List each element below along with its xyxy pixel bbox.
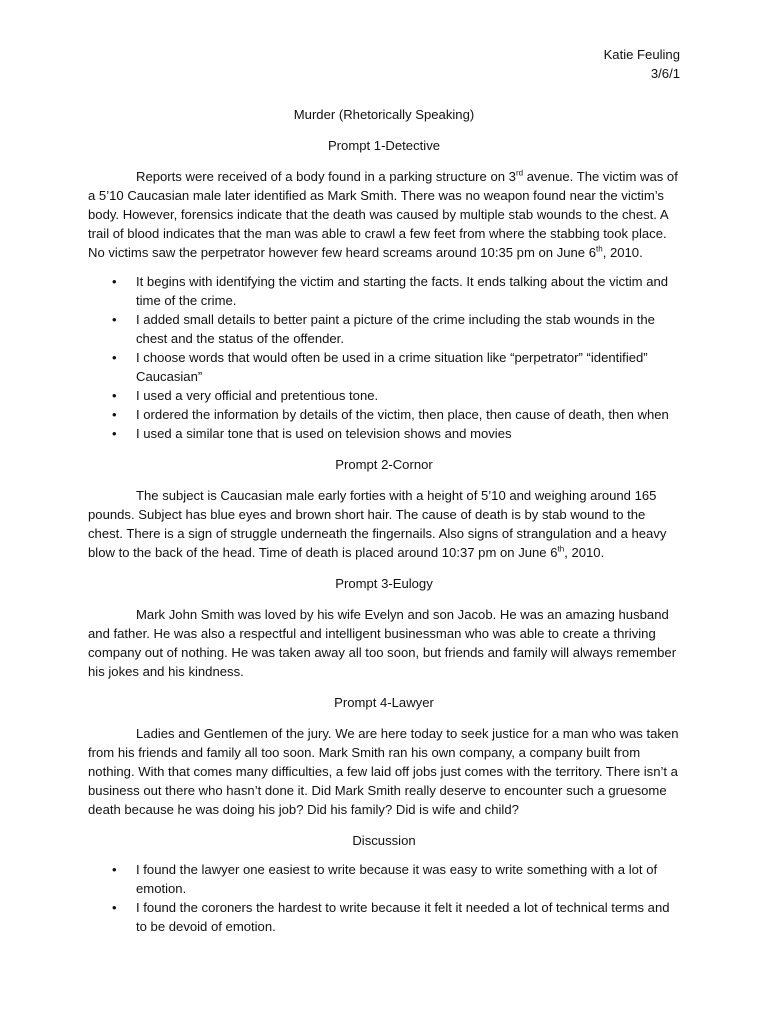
bullet-icon: •	[112, 862, 117, 877]
list-item	[88, 424, 680, 443]
list-item	[88, 272, 680, 310]
discussion-bullet-list	[88, 860, 680, 936]
list-item	[88, 898, 680, 936]
paragraph-eulogy: Mark John Smith was loved by his wife Evelyn and son Jacob. He was an amazing husband and father. He was also a respectful and intelligent businessman who was able to create a thriving company out of nothing. He was taken away all too soon, but friends and family will always remember his jokes and his kindness.	[88, 607, 677, 679]
author-block	[88, 45, 680, 83]
document-page	[88, 45, 680, 936]
list-item-text: I added small details to better paint a picture of the crime including the stab wounds in the chest and the status of the offender.	[136, 312, 655, 346]
bullet-icon: •	[112, 426, 117, 441]
list-item-text: I used a similar tone that is used on television shows and movies	[136, 426, 512, 441]
text-run: Reports were received of a body found in a parking structure on 3	[136, 169, 516, 184]
superscript-ordinal: th	[557, 544, 565, 554]
bullet-icon: •	[112, 274, 117, 289]
paragraph-lawyer: Ladies and Gentlemen of the jury. We are here today to seek justice for a man who was taken from his friends and family all too soon. Mark Smith ran his own company, a company built from nothing. With that comes many difficulties, a few laid off jobs just comes with the territory. There isn’t a business out there who hasn’t done it. Did Mark Smith really deserve to encounter such a gruesome death because he was doing his job? Did his family? Did is wife and child?	[88, 726, 679, 817]
heading-eulogy: Prompt 3-Eulogy	[335, 576, 433, 591]
author-name: Katie Feuling	[603, 47, 680, 62]
list-item	[88, 860, 680, 898]
list-item-text: I choose words that would often be used in a crime situation like “perpetrator” “identified” Caucasian”	[136, 350, 648, 384]
list-item	[88, 405, 680, 424]
bullet-icon: •	[112, 407, 117, 422]
bullet-icon: •	[112, 350, 117, 365]
paragraph-coroner	[88, 486, 680, 562]
bullet-icon: •	[112, 312, 117, 327]
detective-bullet-list	[88, 272, 680, 443]
list-item-text: I ordered the information by details of the victim, then place, then cause of death, then when	[136, 407, 669, 422]
heading-lawyer: Prompt 4-Lawyer	[334, 695, 434, 710]
list-item-text: I found the coroners the hardest to write because it felt it needed a lot of technical terms and to be devoid of emotion.	[136, 900, 670, 934]
text-run: , 2010.	[564, 545, 605, 560]
superscript-ordinal: th	[596, 244, 603, 254]
document-title: Murder (Rhetorically Speaking)	[293, 107, 475, 122]
document-date: 3/6/1	[650, 66, 680, 81]
heading-coroner: Prompt 2-Cornor	[335, 457, 433, 472]
heading-detective: Prompt 1-Detective	[327, 138, 441, 153]
text-run: avenue. The victim was of a 5’10 Caucasian male later identified as Mark Smith. There was no weapon found near the victim’s body. However, forensics indicate that the death was caused by multiple stab wounds to the chest. A trail of blood indicates that the man was able to crawl a few feet from where the stabbing took place. No victims saw the perpetrator however few heard screams around 10:35 pm on June 6	[88, 169, 678, 260]
list-item-text: It begins with identifying the victim and starting the facts. It ends talking about the victim and time of the crime.	[136, 274, 669, 308]
superscript-ordinal: rd	[515, 168, 524, 178]
list-item-text: I used a very official and pretentious tone.	[136, 388, 379, 403]
bullet-icon: •	[112, 388, 117, 403]
list-item	[88, 348, 680, 386]
list-item	[88, 310, 680, 348]
list-item	[88, 386, 680, 405]
text-run: The subject is Caucasian male early forties with a height of 5’10 and weighing around 165 pounds. Subject has blue eyes and brown short hair. The cause of death is by stab wound to the chest. There is a sign of struggle underneath the fingernails. Also signs of strangulation and a heavy blow to the back of the head. Time of death is placed around 10:37 pm on June 6	[88, 488, 667, 560]
list-item-text: I found the lawyer one easiest to write because it was easy to write something with a lot of emotion.	[136, 862, 658, 896]
paragraph-detective	[88, 167, 680, 262]
text-run: , 2010.	[602, 245, 643, 260]
heading-discussion: Discussion	[352, 833, 416, 848]
bullet-icon: •	[112, 900, 117, 915]
